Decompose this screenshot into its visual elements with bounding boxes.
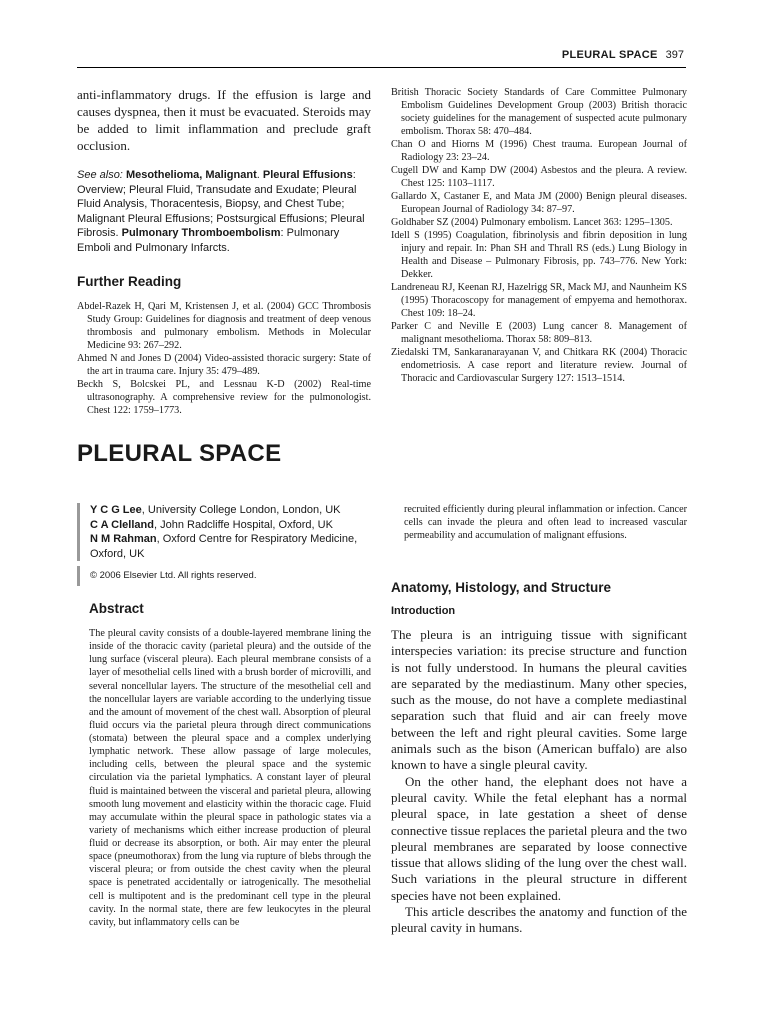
author-name: Y C G Lee bbox=[90, 504, 142, 516]
author-entry bbox=[90, 532, 384, 561]
author-entry bbox=[90, 518, 384, 533]
abstract-heading: Abstract bbox=[89, 601, 144, 616]
reference-item: Beckh S, Bolcskei PL, and Lessnau K-D (2002) Real-time ultrasonography. A comprehensive review for the pulmonologist. Chest 122: 1759–1773. bbox=[77, 379, 371, 416]
reference-item: Ahmed N and Jones D (2004) Video-assisted thoracic surgery: State of the art in trauma care. Injury 35: 479–489. bbox=[77, 353, 371, 377]
body-paragraph: The pleura is an intriguing tissue with significant interspecies variation: its precise structure and function is not fully understood. In humans the pleural cavities are separated by the mediastinum. Many other species, such as the mouse, do not have a complete mediastinal separation such that fluid and air can freely move between the left and right pleural cavities. Some large animals such as the bison (American buffalo) are also known to have a single pleural cavity. bbox=[391, 627, 687, 773]
reference-list-left bbox=[77, 300, 371, 417]
article-title: PLEURAL SPACE bbox=[77, 440, 282, 467]
reference-item: Gallardo X, Castaner E, and Mata JM (2000) Benign pleural diseases. European Journal of Radiology 34: 87–97. bbox=[391, 191, 687, 215]
see-also-text: . bbox=[256, 169, 263, 181]
subsection-heading: Introduction bbox=[391, 605, 456, 617]
abstract-continued: recruited efficiently during pleural inflammation or infection. Cancer cells can invade the pleura and often lead to increased vascular permeability and accumulation of malignant effusions. bbox=[404, 504, 687, 541]
reference-item: Cugell DW and Kamp DW (2004) Asbestos and the pleura. A review. Chest 125: 1103–1117. bbox=[391, 165, 687, 189]
author-affiliation: , University College London, London, UK bbox=[141, 504, 341, 516]
left-column-top bbox=[77, 86, 371, 417]
see-also-link[interactable]: Pleural Effusions bbox=[262, 169, 353, 181]
reference-list-right bbox=[391, 86, 687, 385]
author-entry bbox=[90, 503, 384, 518]
abstract-text: The pleural cavity consists of a double-layered membrane lining the inside of the thoracic cavity (parietal pleura) and the outside of the lung surface (visceral pleura). Each pleural membrane consists of a layer of mesothelial cells lined with a brush border of microvilli, and several noncellular layers. The structure of the mesothelial cell and the noncellular layers are variable according to the underlying tissue and the amount of movement of the chest wall. Absorption of pleural fluid occurs via the parietal pleura through direct communications (stomata) between the pleural space and a complex underlying lymphatic network. These allow passage of large molecules, including cells, between the pleural space and the systemic circulation via the parietal lymphatics. A constant layer of pleural fluid is maintained between the visceral and parietal pleura, allowing smooth lung movement and elasticity within the thoracic cage. Fluid may accumulate within the pleural space in pathologic states via a variety of mechanisms which either increase production of pleural fluid or decrease its absorption, or both. Air may enter the pleural space (pneumothorax) from the lung via rupture of blebs through the visceral pleura; or from outside the chest cavity when the pleural space is penetrated accidentally or iatrogenically. The mesothelial cell is multipotent and is the predominant cell type in the pleural cavity. In the normal state, there are few leukocytes in the pleural cavity, but inflammatory cells can be bbox=[89, 628, 371, 928]
reference-item: Landreneau RJ, Keenan RJ, Hazelrigg SR, Mack MJ, and Naunheim KS (1995) Thoracoscopy for management of empyema and hemothorax. Chest 109: 18–24. bbox=[391, 282, 687, 319]
author-name: N M Rahman bbox=[90, 533, 157, 545]
reference-item: British Thoracic Society Standards of Care Committee Pulmonary Embolism Guidelines Development Group (2003) British thoracic society guidelines for the management of suspected acute pulmonary embolism. Thorax 58: 470–484. bbox=[391, 87, 687, 137]
copyright-notice: © 2006 Elsevier Ltd. All rights reserved. bbox=[77, 566, 384, 586]
author-affiliation: , John Radcliffe Hospital, Oxford, UK bbox=[153, 518, 333, 531]
author-block bbox=[77, 503, 384, 561]
see-also-link[interactable]: Mesothelioma, Malignant bbox=[125, 169, 257, 181]
see-also bbox=[77, 168, 371, 255]
reference-item: Chan O and Hiorns M (1996) Chest trauma. European Journal of Radiology 23: 23–24. bbox=[391, 139, 687, 163]
running-header bbox=[562, 49, 684, 61]
header-rule bbox=[77, 67, 686, 68]
reference-item: Ziedalski TM, Sankaranarayanan V, and Chitkara RK (2004) Thoracic endometriosis. A case report and literature review. Journal of Thoracic and Cardiovascular Surgery 127: 1513–1514. bbox=[391, 347, 687, 384]
body-paragraph: On the other hand, the elephant does not have a pleural cavity. While the fetal elephant has a normal pleural space, in late gestation a sheet of dense connective tissue replaces the parietal pleura and the two pleural membranes are separated by loose connective tissue that allows sliding of the lung over the chest wall. Such variations in the pleural structure in different species have not been explained. bbox=[391, 773, 687, 903]
author-affiliation: , Oxford Centre for Respiratory Medicine, Oxford, UK bbox=[90, 533, 358, 560]
reference-item: Idell S (1995) Coagulation, fibrinolysis and fibrin deposition in lung injury and repair. In: Phan SH and Thrall RS (eds.) Lung Biology in Health and Disease – Pulmonary Fibrosis, pp. 743–776. New York: Dekker. bbox=[391, 230, 687, 280]
introduction-body bbox=[391, 627, 687, 937]
see-also-text: : Overview; Pleural Fluid, Transudate and Exudate; Pleural Fluid Analysis, Thoracentesis, Biopsy, and Chest Tube; Malignant Pleural Effusions; Postsurgical Effusions; Pleural Fibrosis. bbox=[77, 169, 365, 239]
section-heading: Anatomy, Histology, and Structure bbox=[391, 580, 612, 595]
reference-item: Abdel-Razek H, Qari M, Kristensen J, et al. (2004) GCC Thrombosis Study Group: Guidelines for diagnosis and treatment of deep venous thrombosis and pulmonary embolism. Methods in Molecular Medicine 93: 267–292. bbox=[77, 301, 371, 351]
further-reading-heading: Further Reading bbox=[77, 274, 182, 289]
body-paragraph: This article describes the anatomy and function of the pleural cavity in humans. bbox=[391, 904, 687, 936]
page-number: 397 bbox=[665, 49, 684, 61]
see-also-text: : Pulmonary Emboli and Pulmonary Infarcts. bbox=[77, 227, 340, 254]
running-header-title: PLEURAL SPACE bbox=[561, 49, 658, 61]
right-column-top bbox=[391, 86, 687, 385]
author-name: C A Clelland bbox=[90, 518, 154, 531]
reference-item: Parker C and Neville E (2003) Lung cancer 8. Management of malignant mesothelioma. Thorax 58: 809–813. bbox=[391, 321, 687, 345]
continued-paragraph: anti-inflammatory drugs. If the effusion is large and causes dyspnea, then it must be evacuated. Steroids may be added to limit inflammation and preclude graft occlusion. bbox=[77, 87, 371, 153]
reference-item: Goldhaber SZ (2004) Pulmonary embolism. Lancet 363: 1295–1305. bbox=[391, 217, 673, 228]
see-also-link[interactable]: Pulmonary Thromboembolism bbox=[121, 227, 281, 239]
see-also-label: See also: bbox=[77, 169, 123, 181]
